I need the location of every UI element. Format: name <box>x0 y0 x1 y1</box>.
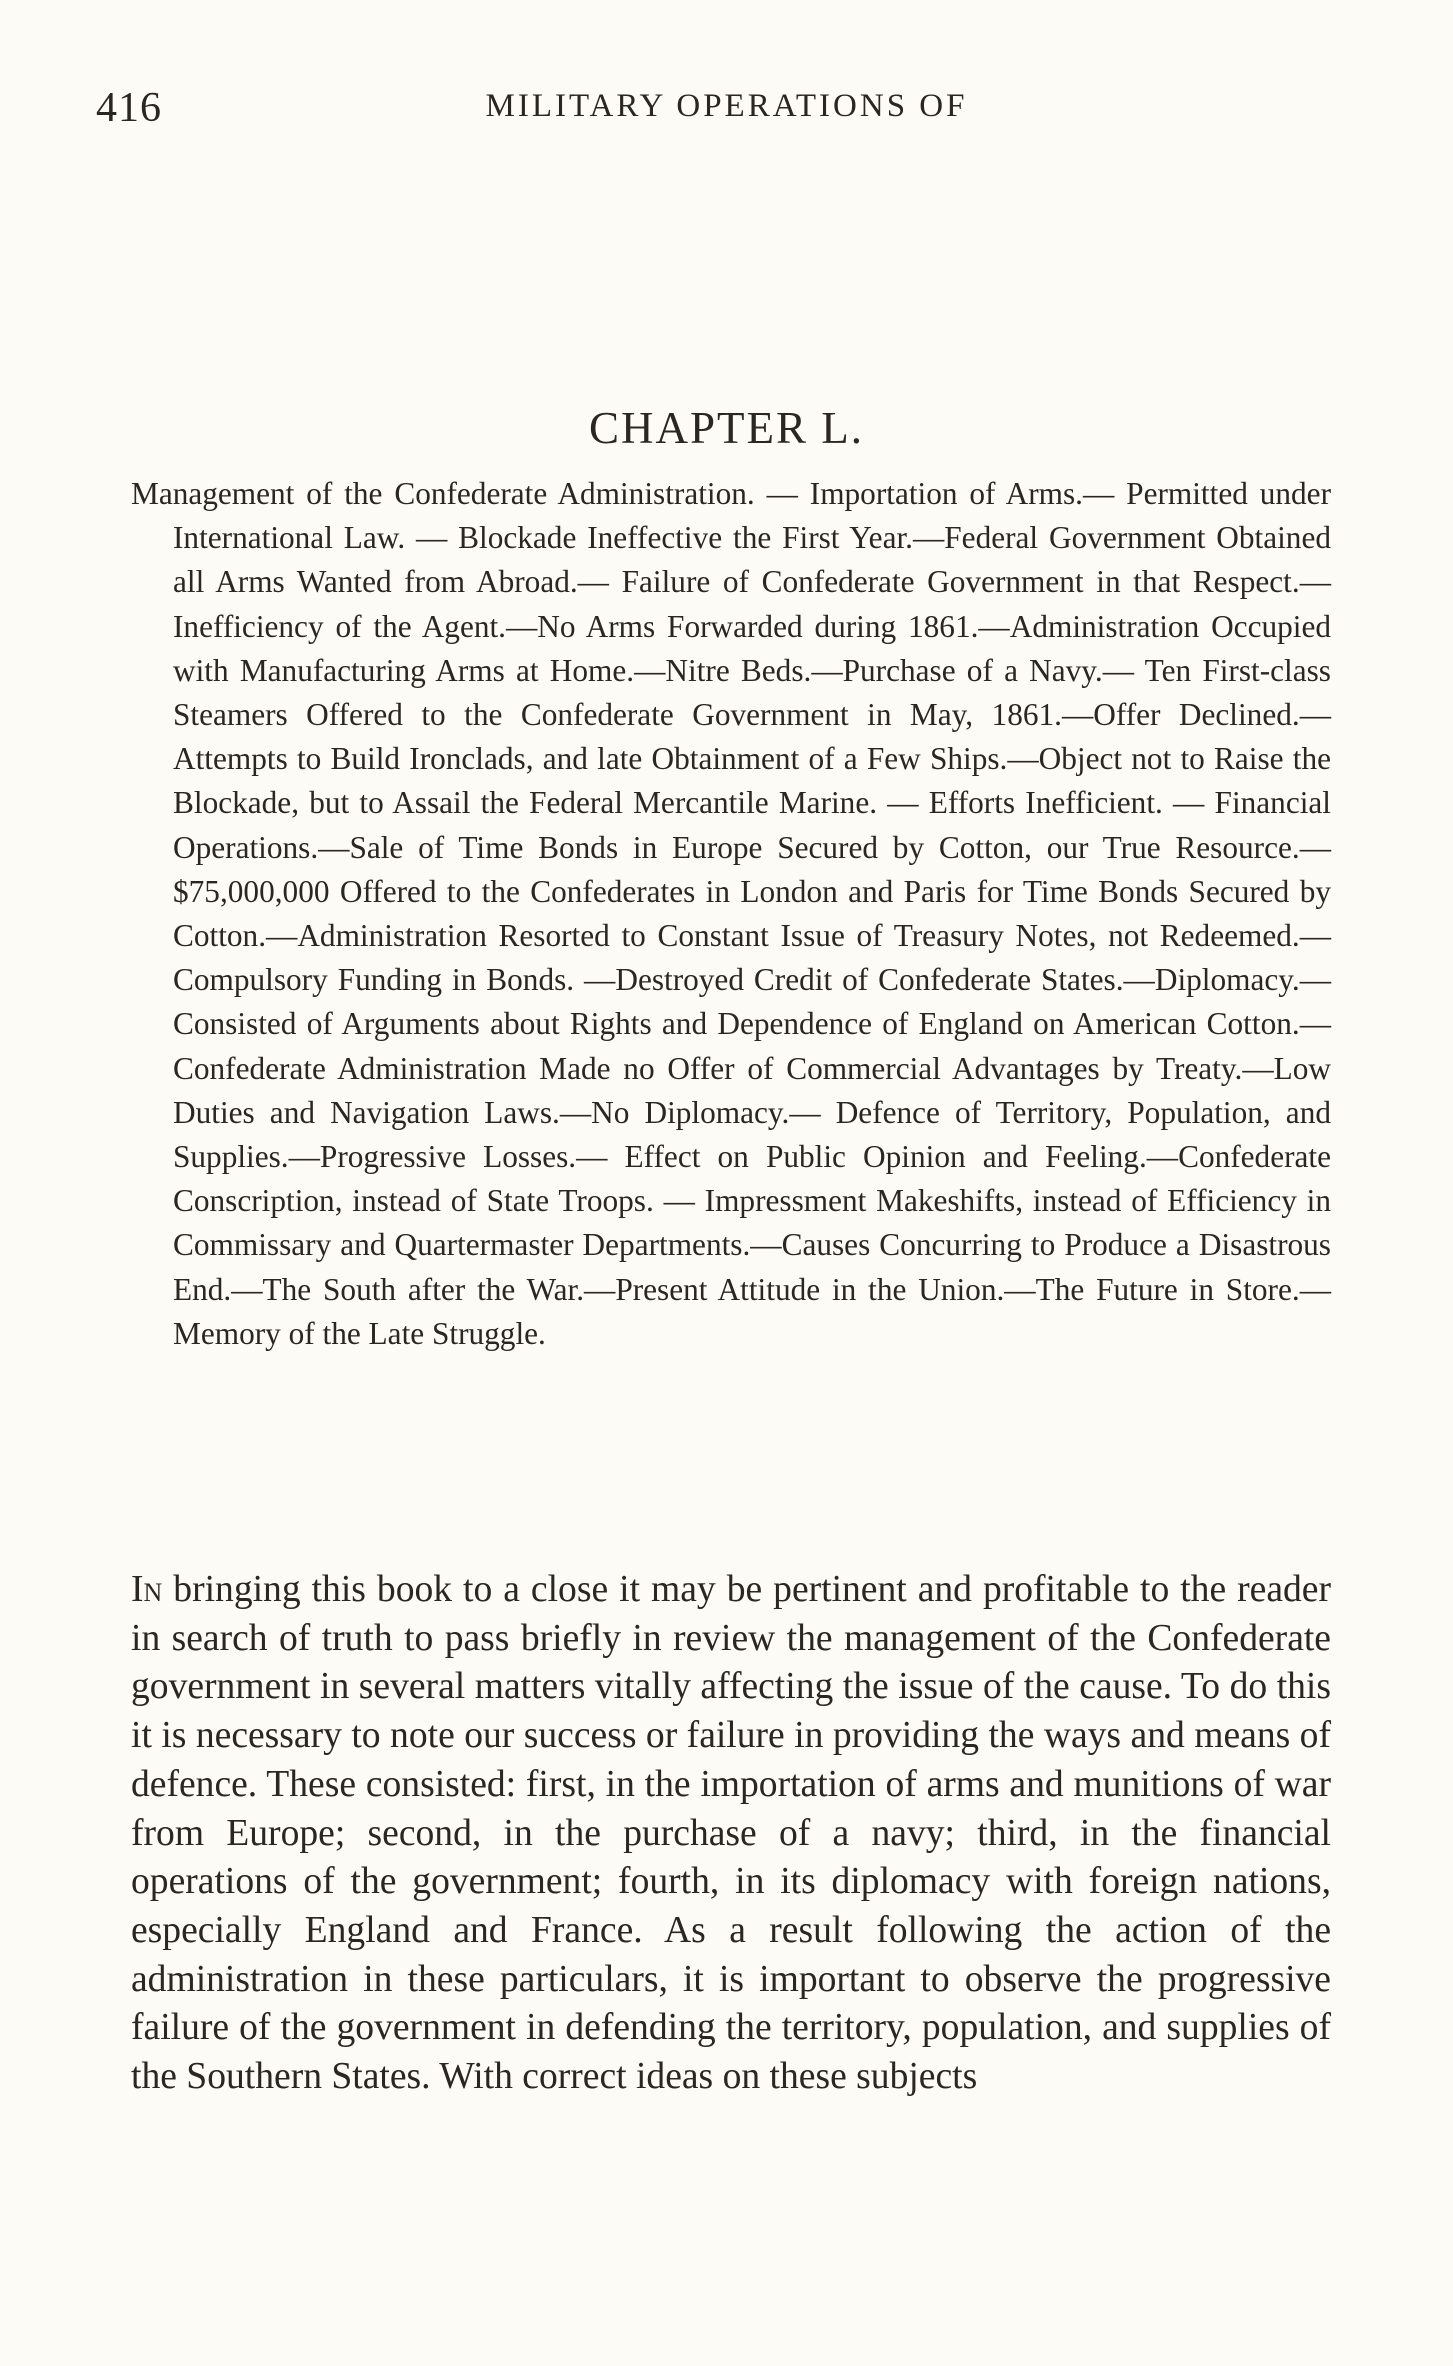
paragraph-lead-in: In <box>131 1569 163 1610</box>
body-paragraph <box>131 1566 1331 2102</box>
paragraph-text: bringing this book to a close it may be pertinent and profitable to the reader in search of truth to pass briefly in review the management of the Confederate government in several matters vitally affecting the issue of the cause. To do this it is necessary to note our success or failure in providing the ways and means of defence. These consisted: first, in the importation of arms and munitions of war from Europe; second, in the purchase of a navy; third, in the financial operations of the government; fourth, in its diplomacy with foreign nations, especially England and France. As a result following the action of the administration in these particulars, it is important to observe the progressive failure of the government in defending the territory, population, and supplies of the Southern States. With correct ideas on these subjects <box>131 1569 1331 2098</box>
chapter-title: CHAPTER L. <box>588 403 864 453</box>
running-head: MILITARY OPERATIONS OF <box>485 88 968 124</box>
page-number: 416 <box>96 85 162 131</box>
page-header <box>0 84 1453 140</box>
chapter-synopsis: Management of the Confederate Administration. — Importation of Arms.— Permitted under International Law. — Blockade Ineffective the First Year.—Federal Government Obtained all Arms Wanted from Abroad.— Failure of Confederate Government in that Respect.—Inefficiency of the Agent.—No Arms Forwarded during 1861.—Administration Occupied with Manufacturing Arms at Home.—Nitre Beds.—Purchase of a Navy.— Ten First-class Steamers Offered to the Confederate Government in May, 1861.—Offer Declined.—Attempts to Build Ironclads, and late Obtainment of a Few Ships.—Object not to Raise the Blockade, but to Assail the Federal Mercantile Marine. — Efforts Inefficient. — Financial Operations.—Sale of Time Bonds in Europe Secured by Cotton, our True Resource.—$75,000,000 Offered to the Confederates in London and Paris for Time Bonds Secured by Cotton.—Administration Resorted to Constant Issue of Treasury Notes, not Redeemed.—Compulsory Funding in Bonds. —Destroyed Credit of Confederate States.—Diplomacy.—Consisted of Arguments about Rights and Dependence of England on American Cotton.—Confederate Administration Made no Offer of Commercial Advantages by Treaty.—Low Duties and Navigation Laws.—No Diplomacy.— Defence of Territory, Population, and Supplies.—Progressive Losses.— Effect on Public Opinion and Feeling.—Confederate Conscription, instead of State Troops. — Impressment Makeshifts, instead of Efficiency in Commissary and Quartermaster Departments.—Causes Concurring to Produce a Disastrous End.—The South after the War.—Present Attitude in the Union.—The Future in Store.—Memory of the Late Struggle. <box>131 476 1331 1351</box>
